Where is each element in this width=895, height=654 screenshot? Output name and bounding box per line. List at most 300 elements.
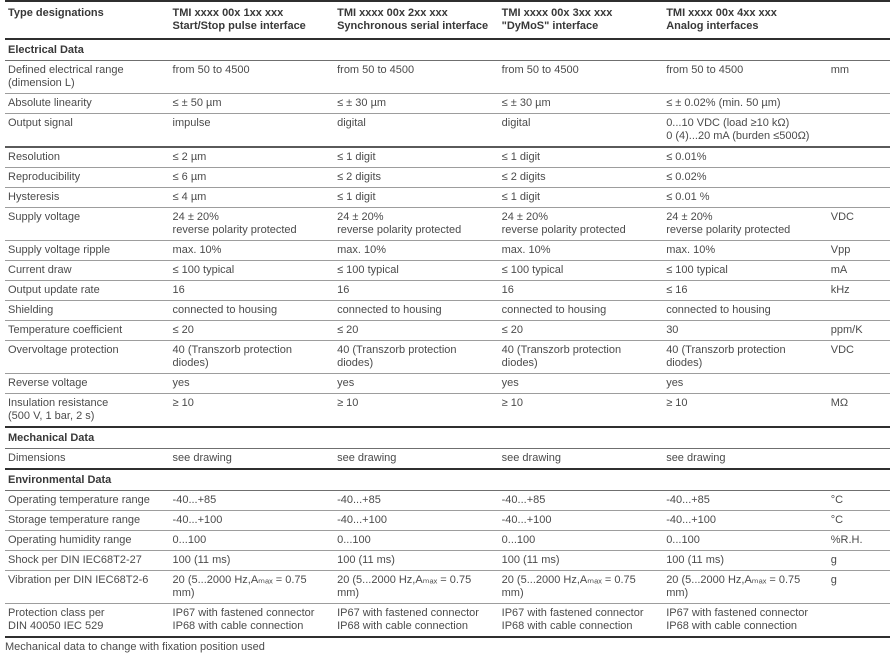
value-cell [170,241,335,261]
row-label [5,341,170,374]
row-label [5,551,170,571]
cell-line: Resolution [8,151,60,163]
value-cell [170,321,335,341]
value-cell [663,321,828,341]
value-cell [499,374,664,394]
cell-line: VDC [830,344,854,356]
cell-line: ≤ 16 [666,284,688,296]
cell-line: ≤ ± 30 µm [337,97,387,109]
unit-cell [828,168,890,188]
value-cell [499,188,664,208]
unit-cell [828,208,890,241]
cell-line: 100 (11 ms) [172,554,231,566]
value-cell [334,604,499,638]
section-label: Mechanical Data [8,432,95,444]
value-cell [499,394,664,428]
value-cell [334,449,499,470]
unit-cell [828,491,890,511]
cell-line: Reproducibility [8,171,81,183]
cell-line: ≤ 100 typical [337,264,399,276]
value-cell [499,261,664,281]
value-cell [499,571,664,604]
header-interface-name: Start/Stop pulse interface [172,20,306,32]
unit-cell [828,604,890,638]
cell-line: ≤ 1 digit [501,191,541,203]
cell-line: Operating humidity range [8,534,132,546]
cell-line: see drawing [501,452,561,464]
cell-line: ≤ 2 digits [501,171,546,183]
cell-line: 24 ± 20% [172,211,219,223]
cell-line: Operating temperature range [8,494,150,506]
cell-line: IP68 with cable connection [666,620,798,632]
value-cell [663,114,828,148]
value-cell [334,301,499,321]
unit-cell [828,321,890,341]
value-cell [663,604,828,638]
row-label [5,241,170,261]
cell-line: ≤ 2 digits [337,171,382,183]
row-label [5,208,170,241]
cell-line: IP68 with cable connection [501,620,633,632]
cell-line: 40 (Transzorb protection diodes) [666,344,786,369]
value-cell [663,208,828,241]
footnote: Mechanical data to change with fixation position used [5,641,265,653]
cell-line: Vibration per DIN IEC68T2-6 [8,574,149,586]
unit-cell [828,449,890,470]
table-body [5,39,890,637]
cell-line: %R.H. [830,534,863,546]
cell-line: Shock per DIN IEC68T2-27 [8,554,142,566]
cell-line: ≤ 6 µm [172,171,207,183]
value-cell [334,261,499,281]
table-header [5,1,890,39]
cell-line: IP67 with fastened connector [501,607,644,619]
header-model: TMI xxxx 00x 1xx xxx [172,7,284,19]
value-cell [170,551,335,571]
value-cell [170,449,335,470]
cell-line: from 50 to 4500 [501,64,579,76]
header-type-designations [5,1,170,39]
cell-line: digital [501,117,531,129]
cell-line: ≤ 1 digit [501,151,541,163]
cell-line: Overvoltage protection [8,344,119,356]
value-cell [170,147,335,168]
value-cell [334,571,499,604]
table-row [5,188,890,208]
value-cell [663,168,828,188]
cell-line: ≥ 10 [666,397,688,409]
value-cell [334,511,499,531]
table-row [5,394,890,428]
table-row [5,114,890,148]
table-row [5,449,890,470]
unit-cell [828,341,890,374]
header-units-column [828,1,890,39]
table-row [5,281,890,301]
cell-line: MΩ [830,397,849,409]
cell-line: IP67 with fastened connector [666,607,809,619]
table-row [5,208,890,241]
header-model: TMI xxxx 00x 2xx xxx [337,7,448,19]
cell-line: -40...+100 [666,514,717,526]
cell-line: impulse [172,117,211,129]
value-cell [663,531,828,551]
table-row [5,147,890,168]
unit-cell [828,188,890,208]
value-cell [334,394,499,428]
header-row [5,1,890,39]
value-cell [499,604,664,638]
row-label [5,188,170,208]
cell-line: digital [337,117,366,129]
cell-line: IP68 with cable connection [172,620,304,632]
value-cell [499,341,664,374]
value-cell [170,341,335,374]
section-label: Electrical Data [8,44,84,56]
cell-line: °C [830,494,844,506]
value-cell [334,208,499,241]
cell-line: ≥ 10 [172,397,194,409]
cell-line: -40...+85 [172,494,217,506]
value-cell [334,321,499,341]
value-cell [663,281,828,301]
cell-line: 16 [337,284,350,296]
cell-line: 20 (5...2000 Hz,Aₘₐₓ = 0.75 mm) [666,574,801,599]
cell-line: ≤ ± 30 µm [501,97,551,109]
value-cell [499,551,664,571]
row-label [5,301,170,321]
value-cell [334,61,499,94]
table-row [5,531,890,551]
cell-line: yes [337,377,355,389]
header-interface-name: "DyMoS" interface [501,20,599,32]
cell-line: DIN 40050 IEC 529 [8,620,104,632]
value-cell [499,281,664,301]
value-cell [663,188,828,208]
table-row [5,261,890,281]
value-cell [499,208,664,241]
value-cell [334,531,499,551]
unit-cell [828,147,890,168]
header-col-dymos [499,1,664,39]
cell-line: reverse polarity protected [337,224,462,236]
cell-line: Hysteresis [8,191,60,203]
value-cell [499,449,664,470]
value-cell [499,114,664,148]
cell-line: ≤ 0.01% [666,151,707,163]
cell-line: see drawing [172,452,232,464]
cell-line: -40...+100 [172,514,223,526]
cell-line: ≤ 0.02% [666,171,707,183]
unit-cell [828,511,890,531]
header-label: Type designations [8,7,104,19]
value-cell [499,511,664,531]
cell-line: connected to housing [337,304,442,316]
cell-line: ≤ 1 digit [337,151,376,163]
cell-line: IP67 with fastened connector [337,607,479,619]
cell-line: reverse polarity protected [172,224,297,236]
value-cell [170,604,335,638]
cell-line: from 50 to 4500 [337,64,415,76]
cell-line: ppm/K [830,324,863,336]
value-cell [663,571,828,604]
value-cell [499,321,664,341]
cell-line: ≤ 100 typical [172,264,235,276]
cell-line: ≤ 1 digit [337,191,376,203]
value-cell [170,511,335,531]
cell-line: ≤ 4 µm [172,191,207,203]
cell-line: yes [172,377,190,389]
cell-line: 40 (Transzorb protection diodes) [501,344,622,369]
value-cell [170,281,335,301]
value-cell [334,341,499,374]
unit-cell [828,114,890,148]
cell-line: Supply voltage [8,211,81,223]
cell-line: 40 (Transzorb protection diodes) [172,344,292,369]
unit-cell [828,394,890,428]
table-row [5,491,890,511]
cell-line: IP68 with cable connection [337,620,468,632]
cell-line: (500 V, 1 bar, 2 s) [8,410,95,422]
section-row [5,39,890,61]
value-cell [170,571,335,604]
value-cell [170,94,335,114]
row-label [5,374,170,394]
cell-line: connected to housing [501,304,607,316]
cell-line: (dimension L) [8,77,75,89]
row-label [5,114,170,148]
unit-cell [828,551,890,571]
cell-line: ≤ ± 50 µm [172,97,222,109]
row-label [5,281,170,301]
value-cell [663,491,828,511]
cell-line: Protection class per [8,607,105,619]
cell-line: °C [830,514,844,526]
header-interface-name: Synchronous serial interface [337,20,489,32]
cell-line: Shielding [8,304,54,316]
cell-line: Reverse voltage [8,377,88,389]
cell-line: 100 (11 ms) [666,554,725,566]
cell-line: Output update rate [8,284,100,296]
cell-line: Output signal [8,117,73,129]
value-cell [663,261,828,281]
table-row [5,341,890,374]
value-cell [499,147,664,168]
cell-line: g [830,574,837,586]
cell-line: ≥ 10 [501,397,523,409]
value-cell [334,374,499,394]
value-cell [499,241,664,261]
row-label [5,394,170,428]
table-row [5,374,890,394]
value-cell [334,241,499,261]
cell-line: 0...100 [172,534,207,546]
cell-line: 0...100 [337,534,371,546]
unit-cell [828,531,890,551]
cell-line: from 50 to 4500 [666,64,744,76]
cell-line: yes [666,377,684,389]
value-cell [334,491,499,511]
cell-line: ≤ 20 [337,324,359,336]
cell-line: Storage temperature range [8,514,141,526]
cell-line: from 50 to 4500 [172,64,250,76]
cell-line: Dimensions [8,452,66,464]
section-label: Environmental Data [8,474,112,486]
value-cell [170,114,335,148]
cell-line: Supply voltage ripple [8,244,111,256]
cell-line: Absolute linearity [8,97,92,109]
cell-line: Temperature coefficient [8,324,123,336]
value-cell [663,147,828,168]
header-model: TMI xxxx 00x 3xx xxx [501,7,613,19]
cell-line: ≤ 100 typical [666,264,728,276]
row-label [5,604,170,638]
value-cell [499,94,664,114]
value-cell [663,511,828,531]
cell-line: see drawing [666,452,726,464]
cell-line: max. 10% [172,244,222,256]
cell-line: 0...100 [501,534,536,546]
cell-line: yes [501,377,519,389]
cell-line: ≤ 100 typical [501,264,564,276]
value-cell [170,188,335,208]
value-cell [663,241,828,261]
table-row [5,571,890,604]
row-label [5,511,170,531]
row-label [5,168,170,188]
unit-cell [828,301,890,321]
value-cell [334,551,499,571]
unit-cell [828,94,890,114]
row-label [5,491,170,511]
cell-line: ≤ 20 [501,324,523,336]
value-cell [499,61,664,94]
header-col-synchronous-serial [334,1,499,39]
cell-line: 16 [172,284,185,296]
cell-line: see drawing [337,452,397,464]
cell-line: 0 (4)...20 mA (burden ≤500Ω) [666,130,810,142]
section-row [5,469,890,491]
cell-line: 40 (Transzorb protection diodes) [337,344,457,369]
cell-line: 20 (5...2000 Hz,Aₘₐₓ = 0.75 mm) [501,574,636,599]
spec-table [5,0,890,638]
value-cell [334,281,499,301]
cell-line: max. 10% [501,244,551,256]
cell-line: VDC [830,211,854,223]
cell-line: Insulation resistance [8,397,109,409]
value-cell [499,491,664,511]
cell-line: Current draw [8,264,72,276]
unit-cell [828,571,890,604]
value-cell [663,449,828,470]
value-cell [170,491,335,511]
unit-cell [828,261,890,281]
header-interface-name: Analog interfaces [666,20,759,32]
row-label [5,571,170,604]
value-cell [334,168,499,188]
cell-line: Defined electrical range [8,64,124,76]
table-row [5,168,890,188]
value-cell [499,531,664,551]
row-label [5,147,170,168]
value-cell [170,208,335,241]
cell-line: 100 (11 ms) [337,554,395,566]
cell-line: 100 (11 ms) [501,554,560,566]
cell-line: max. 10% [337,244,387,256]
cell-line: connected to housing [666,304,771,316]
value-cell [334,188,499,208]
value-cell [170,531,335,551]
value-cell [170,61,335,94]
cell-line: -40...+85 [501,494,546,506]
cell-line: ≤ 20 [172,324,194,336]
cell-line: IP67 with fastened connector [172,607,315,619]
cell-line: mA [830,264,848,276]
cell-line: ≤ 0.01 % [666,191,710,203]
table-row [5,94,890,114]
cell-line: 20 (5...2000 Hz,Aₘₐₓ = 0.75 mm) [337,574,472,599]
table-row [5,241,890,261]
value-cell [499,168,664,188]
row-label [5,321,170,341]
cell-line: 24 ± 20% [501,211,549,223]
table-row [5,511,890,531]
header-model: TMI xxxx 00x 4xx xxx [666,7,777,19]
cell-line: 0...10 VDC (load ≥10 kΩ) [666,117,790,129]
value-cell [170,394,335,428]
cell-line: kHz [830,284,850,296]
value-cell [663,374,828,394]
cell-line: ≥ 10 [337,397,359,409]
cell-line: -40...+100 [501,514,552,526]
value-cell [334,94,499,114]
cell-line: g [830,554,837,566]
cell-line: connected to housing [172,304,278,316]
value-cell [663,301,828,321]
value-cell [663,551,828,571]
cell-line: 20 (5...2000 Hz,Aₘₐₓ = 0.75 mm) [172,574,307,599]
unit-cell [828,61,890,94]
cell-line: max. 10% [666,244,716,256]
value-cell [334,114,499,148]
unit-cell [828,281,890,301]
cell-line: mm [830,64,850,76]
cell-line: -40...+85 [337,494,381,506]
row-label [5,61,170,94]
value-cell [663,341,828,374]
value-cell [170,374,335,394]
value-cell [499,301,664,321]
cell-line: 24 ± 20% [337,211,384,223]
table-row [5,604,890,638]
value-cell [663,94,828,114]
table-row [5,551,890,571]
cell-line: 16 [501,284,514,296]
row-label [5,531,170,551]
value-cell [170,301,335,321]
value-cell [170,261,335,281]
value-cell [170,168,335,188]
section-row [5,427,890,449]
cell-line: -40...+100 [337,514,387,526]
row-label [5,261,170,281]
cell-line: reverse polarity protected [501,224,626,236]
cell-line: 0...100 [666,534,700,546]
table-row [5,321,890,341]
cell-line: 24 ± 20% [666,211,713,223]
value-cell [663,61,828,94]
unit-cell [828,241,890,261]
